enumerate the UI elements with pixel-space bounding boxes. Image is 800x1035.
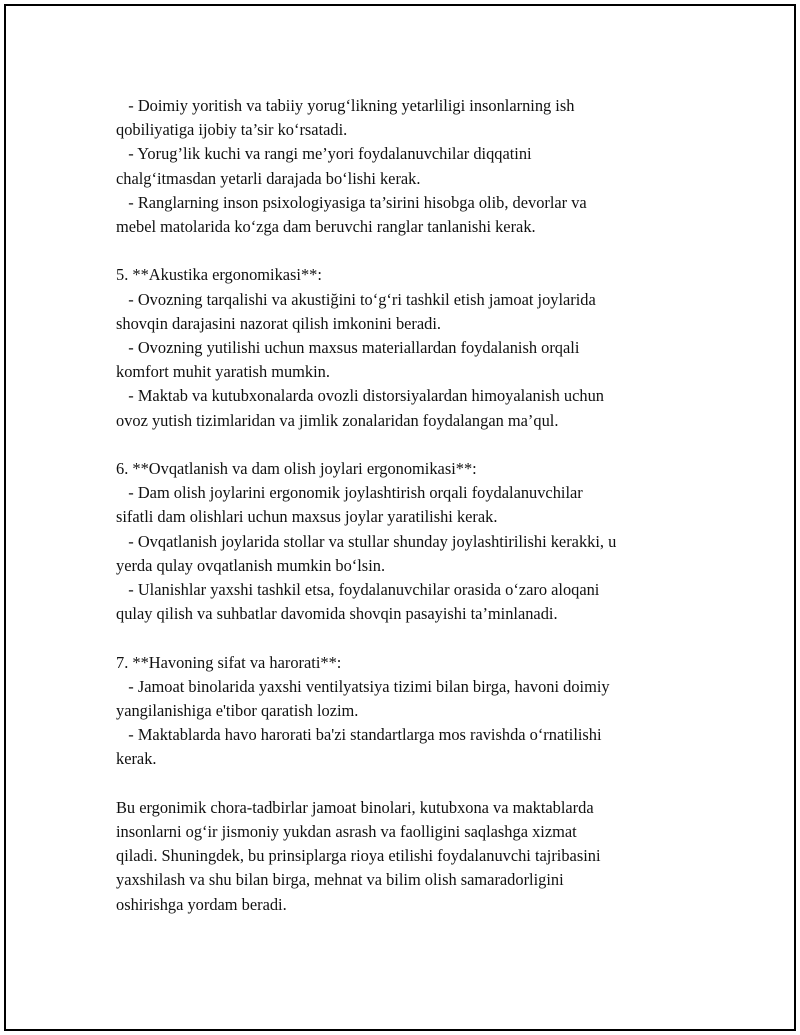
text-line: kerak. (116, 749, 157, 769)
text-line: - Ovozning tarqalishi va akustiğini to‘g‘ri tashkil etish jamoat joylarida (116, 289, 596, 309)
section-heading: 6. **Ovqatlanish va dam olish joylari ergonomikasi**: (116, 459, 477, 479)
text-line: oshirishga yordam beradi. (116, 894, 287, 914)
text-line: yerda qulay ovqatlanish mumkin bo‘lsin. (116, 555, 386, 575)
text-line: sifatli dam olishlari uchun maxsus joylar yaratilishi kerak. (116, 507, 498, 527)
text-line: - Yorug’lik kuchi va rangi me’yori foydalanuvchilar diqqatini (116, 144, 532, 164)
air-quality-section (116, 651, 696, 772)
section-heading: 5. **Akustika ergonomikasi**: (116, 265, 322, 285)
text-line: komfort muhit yaratish mumkin. (116, 362, 330, 382)
text-line: - Maktab va kutubxonalarda ovozli distorsiyalardan himoyalanish uchun (116, 386, 604, 406)
text-line: yangilanishiga e'tibor qaratish lozim. (116, 701, 359, 721)
dining-rest-section (116, 457, 696, 626)
text-line: yaxshilash va shu bilan birga, mehnat va bilim olish samaradorligini (116, 870, 564, 890)
acoustics-section (116, 263, 696, 432)
text-line: - Dam olish joylarini ergonomik joylashtirish orqali foydalanuvchilar (116, 483, 583, 503)
text-line: - Ulanishlar yaxshi tashkil etsa, foydalanuvchilar orasida o‘zaro aloqani (116, 580, 600, 600)
text-line: - Jamoat binolarida yaxshi ventilyatsiya tizimi bilan birga, havoni doimiy (116, 676, 610, 696)
text-line: mebel matolarida ko‘zga dam beruvchi ranglar tanlanishi kerak. (116, 217, 536, 237)
text-line: - Maktablarda havo harorati ba'zi standartlarga mos ravishda o‘rnatilishi (116, 725, 602, 745)
conclusion-paragraph (116, 796, 696, 917)
text-line: shovqin darajasini nazorat qilish imkonini beradi. (116, 313, 442, 333)
text-line: chalg‘itmasdan yetarli darajada bo‘lishi kerak. (116, 168, 421, 188)
text-line: qobiliyatiga ijobiy ta’sir ko‘rsatadi. (116, 120, 348, 140)
document-body (116, 94, 696, 941)
text-line: insonlarni og‘ir jismoniy yukdan asrash va faolligini saqlashga xizmat (116, 822, 577, 842)
section-heading: 7. **Havoning sifat va harorati**: (116, 652, 342, 672)
text-line: - Doimiy yoritish va tabiiy yorug‘likning yetarliligi insonlarning ish (116, 96, 575, 115)
text-line: - Ovozning yutilishi uchun maxsus materiallardan foydalanish orqali (116, 338, 580, 358)
text-line: - Ranglarning inson psixologiyasiga ta’sirini hisobga olib, devorlar va (116, 192, 587, 212)
lighting-section (116, 94, 696, 239)
text-line: qulay qilish va suhbatlar davomida shovqin pasayishi ta’minlanadi. (116, 604, 558, 624)
text-line: qiladi. Shuningdek, bu prinsiplarga rioya etilishi foydalanuvchi tajribasini (116, 846, 601, 866)
text-line: - Ovqatlanish joylarida stollar va stullar shunday joylashtirilishi kerakki, u (116, 531, 617, 551)
text-line: Bu ergonimik chora-tadbirlar jamoat binolari, kutubxona va maktablarda (116, 797, 594, 817)
text-line: ovoz yutish tizimlaridan va jimlik zonalaridan foydalangan ma’qul. (116, 410, 559, 430)
